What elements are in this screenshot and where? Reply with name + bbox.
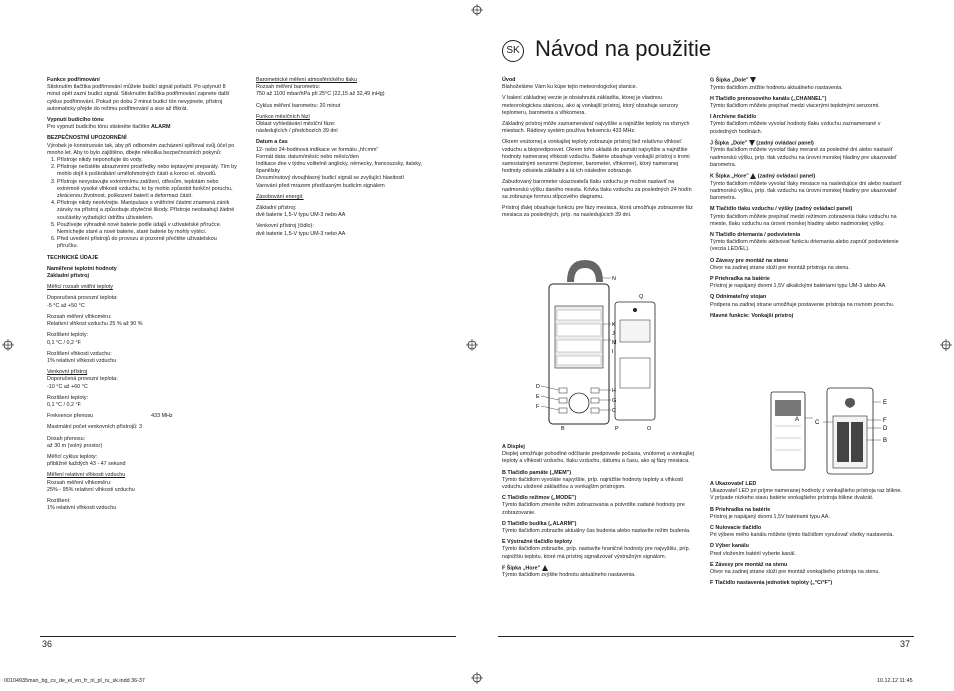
lcd-segment	[557, 324, 601, 336]
spec-value: následujících / předchozích 39 dní	[256, 128, 338, 135]
spec-label: Oblast vyhledávání měsíční fáze:	[256, 121, 336, 128]
section-heading: TECHNICKÉ ÚDAJE	[47, 254, 99, 261]
item-description: Prístroj je napájaný dvomi 1,5V batériami typu AA.	[710, 513, 830, 520]
language-badge: SK	[502, 40, 524, 62]
spec-label: Doporučená provozní teplota:	[47, 376, 118, 383]
front-button	[591, 408, 599, 413]
list-item: 6. Před uvedení přístrojů do provozu si pozorně přečtěte uživatelskou příručku.	[57, 236, 239, 250]
figure-label: C	[815, 420, 820, 426]
front-button	[559, 408, 567, 413]
paragraph: Základný prístroj môže zaznamenávať najvyššie a najnižšie teploty na rôznych miestach. Rádiovy systém používa frekvenciu 433 MHz.	[502, 121, 690, 135]
paragraph: Zabudovaný barometer ukazovateľa tlaku vzduchu je možné nastaviť na nadmorskú výšku daného miesta. Krivka tlaku vzduchu za posledných 24 hodín sa zobrazuje formou stĺpcového diagramu.	[502, 179, 692, 200]
item-title-suffix: (zadný ovládací panel)	[756, 173, 816, 180]
spec-value: až 30 m (volný prostor)	[47, 442, 103, 449]
snooze-button	[569, 393, 589, 413]
lcd-segment	[557, 356, 601, 365]
spec-value: 750 až 1100 mbar/hPa při 25°C (22,15 až 32,49 inHg)	[256, 91, 385, 98]
figure-label: B	[883, 438, 888, 444]
registration-mark-icon	[471, 4, 483, 16]
section-heading: Funkce podřimování	[47, 77, 100, 83]
paragraph-bold: ALARM	[150, 124, 171, 131]
figure-label: J	[612, 331, 615, 337]
item-description: Týmto tlačidlom môžete vyvolať tlaky merané za posledné dni alebo nastaviť nadmorskú výšku, príp. tlak vzduchu na úrovni morskej hladiny pre ukazovateľ barometra.	[710, 147, 897, 168]
list-item: 2. Přístroje nečistěte abrazivními prostředky nebo leptavými preparáty. Tím by mohlo dojít k poškrábání umělohmotných částí a koroci el. obvodů.	[57, 164, 239, 178]
front-button	[559, 398, 567, 403]
spec-value: přibližně každých 43 - 47 sekund	[47, 461, 126, 468]
paragraph: Výrobek je konstruován tak, aby při odborném zacházení spĺňoval svůj účel po mnoho let. Aby to bylo zajištěno, dbejte několika bezpečnostních pokynů:	[47, 142, 235, 156]
figure-label: P	[615, 426, 619, 432]
item-title: P Priehradka na batérie	[710, 275, 770, 282]
item-title: C Nulovacie tlačidlo	[710, 525, 762, 532]
spec-label: Frekvence přenosu	[47, 413, 94, 420]
page-number-left: 36	[42, 639, 53, 649]
item-title: G Šípka „Dole"	[710, 77, 749, 84]
spec-line: 12- nebo 24-hodinová indikace ve formátu „hh:mm"	[256, 146, 379, 153]
registration-mark-icon	[2, 339, 14, 351]
item-title: M Tlačidlo tlaku vzduchu / výšky (zadný ovládací panel)	[710, 206, 853, 213]
item-description: Displej umožňuje pohodlné odčítanie predpovede počasia, vnútornej a vonkajšej teploty a vlhkosti vzduchu, tlaku vzduchu, dátumu a času, ako aj fázy mesiaca.	[502, 451, 694, 465]
figure-label: A	[795, 417, 800, 423]
spec-label: Venkovní přístroj (čidlo):	[256, 223, 314, 230]
battery-compartment	[620, 358, 650, 388]
spec-label: Měřicí cyklus teploty:	[47, 453, 98, 460]
spec-value: dvě baterie 1,5-V typu UM-3 nebo AA	[256, 212, 346, 219]
spec-value: -10 °C až +60 °C	[47, 383, 88, 390]
right-column-2-outdoor	[710, 481, 906, 587]
footer-file-slug: 00104935man_bg_cs_de_el_en_fr_nl_pl_ru_sk.indd 36-37	[4, 678, 145, 684]
item-description: Otvor na zadnej strane slúži pre montáž prístroja na stenu.	[710, 264, 850, 271]
spec-line: Indikace dne v týdnu volitelně anglicky, německy, francouzsky, italsky,	[256, 161, 422, 168]
stand-ring	[567, 260, 603, 282]
subheading: Venkovní přístroj	[47, 369, 88, 376]
item-title: O Závesy pre montáž na stenu	[710, 257, 788, 264]
spec-line: Varování před mrazem předčasným budicím signálem	[256, 182, 385, 189]
spec-label: Rozlišení:	[47, 497, 71, 504]
item-description: Týmto tlačidlom môžete vyvolať tlaky mesiace na nasledujúce dni alebo nastaviť nadmorskú výšku, príp. tlak vzduchu na úrovni morskej hladiny pre ukazovateľ barometra.	[710, 180, 902, 202]
item-description: Týmto tlačidlom môžete aktivovať funkciu driemania alebo zapnúť podsvietenie (verzia LED/EL).	[710, 239, 899, 253]
figure-label: G	[612, 398, 617, 404]
spec-label: Základní přístroj:	[256, 205, 297, 212]
item-description: Týmto tlačidlom môžete prepínať medzi viacerými teplotnými senzormi.	[710, 103, 880, 110]
item-title-suffix: (zadný ovládací panel)	[754, 140, 814, 147]
spec-line: Dvoumínutový dvoujhlasný budicí signál se zvyšující hlasitostí	[256, 175, 405, 182]
list-item: 3. Přístroje nevystavujte extrémnímu zatížení, otřesům, teplotám nebo extrémně vysoké vlhkosti vzduchu, to by mohlo způsobit funkční poruchu, zkrácenou životnost, poškození baterií a deformaci částí.	[57, 179, 239, 201]
item-title: A Displej	[502, 444, 525, 450]
spec-label: Dosah přenosu:	[47, 435, 86, 442]
item-description: Otvor na zadnej strane slúži pre montáž vonkajšieho prístroja na stenu.	[710, 569, 880, 576]
item-title: B Tlačidlo pamäte („MEM")	[502, 469, 572, 476]
spec-label: Rozsah měření vlhkoměru:	[47, 313, 112, 320]
spec-value: 433 MHz	[151, 413, 173, 420]
paragraph: V balení základnej verzie je obsiahnutá základňa, ktorej je vlastnou meteorologickou stanicou, ako aj vonkajší prístroj, ktorý obsahuje senzory teplomeru, barometra a vlhkomera.	[502, 95, 679, 116]
wall-hook	[633, 308, 637, 312]
section-heading: Hlavné funkcie: Vonkajší prístroj	[710, 312, 794, 319]
spec-line: Formát data: datum/měsíc nebo měsíc/den	[256, 153, 359, 160]
weather-station-diagram	[535, 258, 665, 438]
right-column-1-items	[502, 444, 698, 584]
back-panel	[620, 320, 650, 342]
spec-row	[47, 413, 239, 420]
registration-mark-icon	[940, 339, 952, 351]
figure-label: M	[612, 340, 617, 346]
figure-label: D	[536, 384, 540, 390]
item-title-row	[710, 77, 906, 85]
safety-list	[47, 157, 239, 251]
page-number-right: 37	[900, 639, 911, 649]
item-description: Pri výbere mého kanálu môžete týmto tlačidlom vynulovať všetky nastavenia.	[710, 532, 894, 539]
lcd-segment	[557, 340, 601, 352]
item-title: C Tlačidlo režimov („MODE")	[502, 495, 577, 502]
spec-label: Rozlišení vlhkosti vzduchu:	[47, 350, 112, 357]
section-heading: Vypnutí budicího tónu	[47, 117, 104, 124]
figure-label: E	[883, 400, 888, 406]
spec-row: Cyklus měření barometru: 20 minut	[256, 102, 341, 109]
figure-label: I	[612, 349, 614, 355]
item-title: I Archívne tlačidlo	[710, 114, 757, 121]
item-title: F Šípka „Hore"	[502, 565, 541, 572]
subheading: Barometrické měření atmosférického tlaku	[256, 77, 357, 83]
lcd-segment	[557, 310, 601, 320]
item-title: J Šípka „Dole"	[710, 140, 748, 147]
item-title: F Tlačidlo nastavenia jednotiek teploty („°C/°F")	[710, 580, 833, 587]
item-title-row	[710, 173, 906, 181]
figure-label: K	[612, 322, 616, 328]
spec-value: 0,1 °C / 0,2 °F	[47, 339, 81, 346]
item-title: N Tlačidlo driemania / podsvietenia	[710, 231, 801, 238]
sensor-led-window	[775, 400, 801, 416]
spec-line: španělsky	[256, 168, 280, 175]
item-title: K Šípka „Hore"	[710, 173, 749, 180]
item-title: Q Odnímateľný stojan	[710, 294, 767, 301]
subheading: Základní přístroj	[47, 273, 89, 280]
figure-label: N	[612, 276, 616, 282]
page-title: Návod na použitie	[535, 36, 712, 61]
registration-mark-icon	[471, 672, 483, 684]
figure-label: E	[536, 394, 540, 400]
spec-label: Doporučená provozní teplota:	[47, 295, 118, 302]
spec-label: Rozlišení teploty:	[47, 394, 89, 401]
spec-value: 25% - 95% relativní vlhkosti vzduchu	[47, 486, 135, 493]
arrow-up-icon	[542, 565, 548, 571]
page-rule-left	[40, 636, 456, 637]
item-description: Týmto tlačidlom vyvoláte najvyššie, príp. najnižšie hodnoty teploty a vlhkosti vzduchu uložené základňou a vonkajším prístrojom.	[502, 476, 683, 491]
item-description: Týmto tlačidlom môžete prepínať medzi režimom zobrazenia tlaku vzduchu na mieste, tlaku vzduchu na úrovni morskej hladiny alebo nadmorskej výšky.	[710, 213, 897, 227]
item-title-row	[502, 565, 698, 573]
spec-value: 1% relativní vlhkosti vzduchu	[47, 357, 117, 364]
item-description: Týmto tlačidlom môžete vyvolať hodnoty tlaku vzduchu zaznamenané v posledných hodinách.	[710, 121, 881, 135]
paragraph: Blahoželáme Vám ku kúpe tejto meteorologickej stanice.	[502, 84, 638, 91]
section-heading: Úvod	[502, 77, 516, 83]
section-heading: BEZPEČNOSTNÍ UPOZORNĚNÍ	[47, 135, 127, 142]
paragraph: Prístroj ďalej obsahuje funkciu pre fázy mesiaca, ktorá umožňuje zobrazenie fáz mesiaca za posledných, príp. na nasledujúcich 39 dní.	[502, 205, 693, 219]
item-title-row	[710, 140, 906, 148]
figure-label: C	[612, 408, 616, 414]
item-description: Týmto tlačidlom zvýšite hodnotu aktuálneho nastavenia.	[502, 572, 636, 579]
spec-value: Relativní vlhkost vzduchu 25 % až 90 %	[47, 321, 143, 328]
figure-label: B	[561, 426, 565, 432]
item-description: Ukazovateľ LED pri príjme nameranej hodnoty z vonkajšieho prístroja raz bliknе. V prípade nízkeho stavu batérie vonkajšieho prístroja bliknе dvakrát.	[710, 488, 902, 502]
item-description: Pred vložením batérií vyberte kanál.	[710, 550, 796, 557]
subheading: Měření relativní vlhkosti vzduchu	[47, 472, 126, 479]
left-column-1	[47, 77, 239, 512]
spec-label: Rozlišení teploty:	[47, 332, 89, 339]
spec-value: 1% relativní vlhkosti vzduchu	[47, 505, 117, 512]
item-title: E Výstražné tlačidlo teploty	[502, 539, 573, 546]
item-description: Týmto tlačidlom zobrazíte, príp. nastavíte hraničné hodnoty pre najvyššiu, príp. najnižšiu teplotu, ktoré má prístroj signalizovať výstražným signálom.	[502, 546, 691, 560]
page-rule-right	[498, 636, 914, 637]
right-column-2	[710, 77, 906, 320]
subheading: Funkce měsíčních fází	[256, 113, 310, 120]
subheading: Měřicí rozsah vnitřní teploty	[47, 284, 113, 291]
list-item: 5. Používejte výhradně nové baterie podle údajů v uživatelské příručce. Nemíchejte staré a nové baterie, staré baterie by mohly vytéci.	[57, 222, 239, 236]
figure-label: O	[647, 426, 652, 432]
figure-label: F	[883, 418, 887, 424]
left-column-2	[256, 77, 456, 238]
front-button	[591, 388, 599, 393]
spec-value: 0,1 °C / 0,2 °F	[47, 401, 81, 408]
item-description: Týmto tlačidlom znížite hodnotu aktuálneho nastavenia.	[710, 84, 843, 91]
subheading: Zásobování energií:	[256, 193, 304, 200]
figure-label: Q	[639, 294, 644, 300]
item-title: E Závesy pre montáž na stenu	[710, 561, 788, 568]
front-button	[591, 398, 599, 403]
item-title: H Tlačidlo prenosového kanálu („CHANNEL")	[710, 95, 827, 102]
outdoor-sensor-diagram	[765, 386, 895, 481]
item-description: Týmto tlačidlom zmeníte režim zobrazovania a potvrdíte zadané hodnoty pre zobrazovanie.	[502, 502, 685, 516]
figure-label: F	[536, 404, 540, 410]
subheading: Naměřené teplotní hodnoty	[47, 265, 117, 272]
arrow-down-icon	[750, 77, 756, 83]
battery-icon	[837, 422, 849, 462]
right-column-1-intro	[502, 77, 698, 223]
figure-label: D	[883, 426, 888, 432]
paragraph: Stisknutím tlačítka podřimování můžete budicí signál potlačit. Po uplynutí 8 minut opět zazní budicí signál. Stisknutím tlačítka podřimování zapnete další cyklus podřimování. Pokud po dobu 2 minut budicí tón nevypnete, přístroj automaticky přejde do režimu podřimování a sice až třikrát.	[47, 84, 230, 112]
spec-value: -5 °C až +50 °C	[47, 302, 85, 309]
paragraph-text: Pro vypnutí budicího tónu stiskněte tlačítko	[47, 124, 151, 131]
front-button	[559, 388, 567, 393]
spec-row: Maximální počet venkovních přístrojů: 3	[47, 424, 142, 431]
paragraph: Okrem vnútornej a vonkajšej teploty zobrazuje prístroj tiež relatívnu vlhkosť vzduchu a bioprediposvet. Okrem toho ukladá do pamäti najvyššie a najnižšie hodnoty nameranej vlhkosti vzduchu. Batérie obsahuje vonkajší prístroj s tromi samostatnými senzormi (teplomer, barometer, vlhkomer), ktorý nameranej hodnoty odosiela základni a tá ich následne zobrazuje.	[502, 139, 690, 175]
figure-label: H	[612, 388, 616, 394]
item-title: B Priehradka na batérie	[710, 506, 771, 513]
paragraph	[47, 124, 239, 131]
spec-label: Rozsah měření vlhkoměru:	[47, 479, 112, 486]
item-description: Podpera na zadnej strane umožňuje postavenie prístroja na rovnom povrchu.	[710, 301, 895, 308]
subheading: Datum a čas	[256, 139, 288, 146]
item-title: D Tlačidlo budíka („ALARM")	[502, 520, 577, 527]
item-description: Týmto tlačidlom zobrazíte aktuálny čas budenia alebo nastavíte režim budenia.	[502, 528, 691, 535]
spec-label: Rozsah měření barometru:	[256, 84, 321, 91]
registration-mark-icon	[466, 339, 478, 351]
list-item: 4. Přístroje nikdy neotvírejte. Manipulace s vnitřními částmi znamená zánik záruky na přístroj a způsobuje zbytečné škody. Přístroje neobsahují žádné součástky vyžadující údržbu uživatelem.	[57, 200, 239, 222]
battery-icon	[851, 422, 863, 462]
item-title: A Ukazovateľ LED	[710, 481, 757, 487]
item-description: Prístroj je napájaný dvomi 1,5V alkalickými batériami typu UM-3 alebo AA.	[710, 283, 887, 290]
list-item: 1. Přístroje nikdy neponořujte do vody.	[57, 157, 239, 164]
item-title: D Výber kanálu	[710, 543, 749, 550]
spec-value: dvě baterie 1,5-V typu UM-3 nebo AA	[256, 230, 346, 237]
footer-timestamp: 10.12.12 11:45	[877, 678, 913, 684]
